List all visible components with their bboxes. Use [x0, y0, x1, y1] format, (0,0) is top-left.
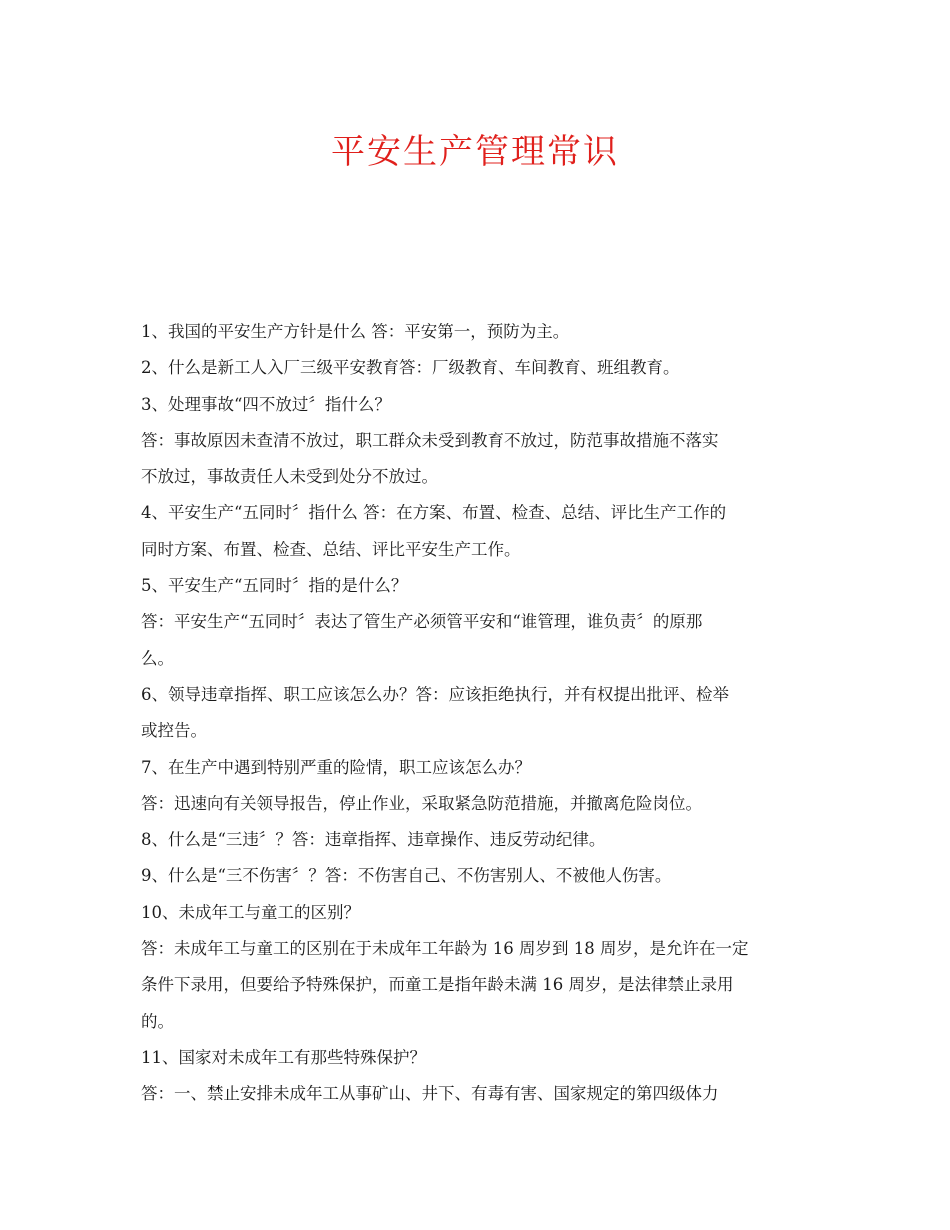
- text-line: 10、未成年工与童工的区别？: [141, 902, 360, 922]
- text-line: 9、什么是“三不伤害〞？答：不伤害自己、不伤害别人、不被他人伤害。: [141, 866, 672, 886]
- text-line: 答：迅速向有关领导报告，停止作业，采取紧急防范措施，并撤离危险岗位。: [141, 793, 702, 813]
- text-line: 或控告。: [141, 721, 207, 741]
- text-line: 答：事故原因未查清不放过，职工群众未受到教育不放过，防范事故措施不落实: [141, 430, 719, 450]
- text-line: 4、平安生产“五同时〞指什么 答：在方案、布置、检查、总结、评比生产工作的: [141, 503, 727, 523]
- text-line: 不放过，事故责任人未受到处分不放过。: [141, 467, 438, 487]
- text-line: 7、在生产中遇到特别严重的险情，职工应该怎么办？: [141, 757, 531, 777]
- text-line: 答：未成年工与童工的区别在于未成年工年龄为 16 周岁到 18 周岁，是允许在一定: [141, 939, 749, 959]
- document-title: 平安生产管理常识: [331, 132, 619, 172]
- text-line: 8、什么是“三违〞？答：违章指挥、违章操作、违反劳动纪律。: [141, 830, 606, 850]
- text-line: 11、国家对未成年工有那些特殊保护？: [141, 1047, 426, 1067]
- text-line: 么。: [141, 648, 174, 668]
- text-line: 1、我国的平安生产方针是什么 答：平安第一，预防为主。: [141, 322, 570, 341]
- text-line: 5、平安生产“五同时〞指的是什么？: [141, 576, 408, 596]
- text-line: 2、什么是新工人入厂三级平安教育答：厂级教育、车间教育、班组教育。: [141, 358, 680, 378]
- text-line: 3、处理事故“四不放过〞指什么？: [141, 394, 391, 414]
- text-line: 答：平安生产“五同时〞表达了管生产必须管平安和“谁管理，谁负责〞的原那: [141, 612, 703, 632]
- text-line: 6、领导违章指挥、职工应该怎么办？答：应该拒绝执行，并有权提出批评、检举: [141, 684, 729, 704]
- text-line: 条件下录用，但要给予特殊保护，而童工是指年龄未满 16 周岁，是法律禁止录用: [141, 975, 734, 995]
- text-line: 答：一、禁止安排未成年工从事矿山、井下、有毒有害、国家规定的第四级体力: [141, 1084, 719, 1104]
- text-line: 的。: [141, 1011, 174, 1031]
- document-body: [141, 314, 821, 1113]
- text-line: 同时方案、布置、检查、总结、评比平安生产工作。: [141, 539, 521, 559]
